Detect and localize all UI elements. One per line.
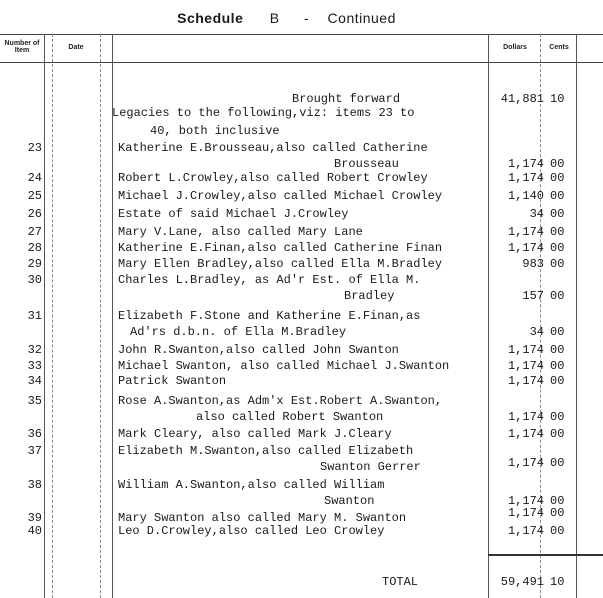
item-number: 34	[27, 374, 42, 388]
column-line-dollars	[488, 34, 489, 598]
item-cents: 00	[550, 456, 565, 470]
item-dollars: 1,174	[507, 225, 544, 239]
item-description: Mary Swanton also called Mary M. Swanton	[118, 511, 407, 525]
item-cents: 00	[550, 410, 565, 424]
item-description: William A.Swanton,also called William	[118, 478, 385, 492]
legacies-text-2: 40, both inclusive	[150, 124, 280, 138]
item-number: 23	[27, 141, 42, 155]
item-dollars: 1,174	[507, 157, 544, 171]
item-description-cont: Ad'rs d.b.n. of Ella M.Bradley	[130, 325, 347, 339]
item-cents: 00	[550, 241, 565, 255]
header-number-of-item: Number of Item	[4, 40, 40, 54]
item-number: 39	[27, 511, 42, 525]
item-cents: 00	[550, 374, 565, 388]
header-bottom-rule	[0, 62, 603, 63]
item-description: Patrick Swanton	[118, 374, 227, 388]
item-description: Elizabeth F.Stone and Katherine E.Finan,as	[118, 309, 421, 323]
item-description: Katherine E.Finan,also called Catherine Finan	[118, 241, 443, 255]
item-description: Mary V.Lane, also called Mary Lane	[118, 225, 363, 239]
legacies-text-1: Legacies to the following,viz: items 23 to	[112, 106, 415, 120]
item-dollars: 1,140	[507, 189, 544, 203]
item-cents: 00	[550, 325, 565, 339]
item-description: Mark Cleary, also called Mark J.Cleary	[118, 427, 392, 441]
item-number: 37	[27, 444, 42, 458]
item-number: 38	[27, 478, 42, 492]
brought-forward-dollars: 41,881	[500, 92, 544, 106]
header-date: Date	[68, 44, 84, 51]
item-description: Estate of said Michael J.Crowley	[118, 207, 349, 221]
item-description-cont: also called Robert Swanton	[196, 410, 384, 424]
item-dollars: 1,174	[507, 506, 544, 520]
column-line-date-mid	[100, 34, 101, 598]
item-dollars: 1,174	[507, 171, 544, 185]
item-dollars: 1,174	[507, 343, 544, 357]
item-description-cont: Swanton Gerrer	[320, 460, 421, 474]
item-dollars: 1,174	[507, 410, 544, 424]
item-cents: 00	[550, 524, 565, 538]
item-cents: 00	[550, 494, 565, 508]
item-dollars: 1,174	[507, 456, 544, 470]
item-cents: 00	[550, 427, 565, 441]
item-cents: 00	[550, 171, 565, 185]
item-dollars: 157	[522, 289, 544, 303]
header-top-rule	[0, 34, 603, 35]
item-description-cont: Bradley	[344, 289, 395, 303]
item-description: John R.Swanton,also called John Swanton	[118, 343, 399, 357]
item-description: Robert L.Crowley,also called Robert Crowley	[118, 171, 428, 185]
item-number: 35	[27, 394, 42, 408]
item-cents: 00	[550, 289, 565, 303]
item-cents: 00	[550, 343, 565, 357]
item-dollars: 983	[522, 257, 544, 271]
total-dollars: 59,491	[500, 575, 544, 589]
title-dash: -	[303, 10, 310, 26]
item-cents: 00	[550, 359, 565, 373]
item-description: Michael Swanton, also called Michael J.Swanton	[118, 359, 450, 373]
item-cents: 00	[550, 257, 565, 271]
item-description: Rose A.Swanton,as Adm'x Est.Robert A.Swanton,	[118, 394, 443, 408]
page-title	[0, 10, 603, 26]
header-cents: Cents	[549, 44, 569, 51]
item-dollars: 1,174	[507, 494, 544, 508]
item-description: Katherine E.Brousseau,also called Catherine	[118, 141, 428, 155]
item-dollars: 1,174	[507, 359, 544, 373]
item-number: 31	[27, 309, 42, 323]
item-dollars: 34	[529, 325, 544, 339]
item-number: 25	[27, 189, 42, 203]
item-dollars: 1,174	[507, 427, 544, 441]
total-label: TOTAL	[382, 575, 419, 589]
item-number: 27	[27, 225, 42, 239]
title-word-b: B	[269, 10, 280, 26]
item-number: 40	[27, 524, 42, 538]
column-line-right	[576, 34, 577, 598]
item-description: Mary Ellen Bradley,also called Ella M.Bradley	[118, 257, 443, 271]
item-cents: 00	[550, 207, 565, 221]
column-line-number	[44, 34, 45, 598]
item-cents: 00	[550, 189, 565, 203]
item-number: 29	[27, 257, 42, 271]
item-description: Elizabeth M.Swanton,also called Elizabeth	[118, 444, 414, 458]
title-word-continued: Continued	[327, 10, 396, 26]
item-dollars: 1,174	[507, 241, 544, 255]
item-number: 24	[27, 171, 42, 185]
item-description: Charles L.Bradley, as Ad'r Est. of Ella M.	[118, 273, 421, 287]
item-number: 36	[27, 427, 42, 441]
item-cents: 00	[550, 157, 565, 171]
total-rule	[488, 554, 603, 556]
item-dollars: 1,174	[507, 524, 544, 538]
title-word-schedule: Schedule	[177, 10, 244, 26]
brought-forward-label: Brought forward	[292, 92, 401, 106]
column-line-date-left	[52, 34, 53, 598]
item-number: 28	[27, 241, 42, 255]
item-dollars: 1,174	[507, 374, 544, 388]
item-number: 30	[27, 273, 42, 287]
brought-forward-cents: 10	[550, 92, 565, 106]
item-description: Michael J.Crowley,also called Michael Crowley	[118, 189, 443, 203]
total-cents: 10	[550, 575, 565, 589]
item-description-cont: Brousseau	[334, 157, 399, 171]
item-description: Leo D.Crowley,also called Leo Crowley	[118, 524, 385, 538]
item-cents: 00	[550, 225, 565, 239]
item-number: 26	[27, 207, 42, 221]
item-number: 33	[27, 359, 42, 373]
header-dollars: Dollars	[503, 44, 527, 51]
item-cents: 00	[550, 506, 565, 520]
item-dollars: 34	[529, 207, 544, 221]
item-number: 32	[27, 343, 42, 357]
item-description-cont: Swanton	[324, 494, 375, 508]
